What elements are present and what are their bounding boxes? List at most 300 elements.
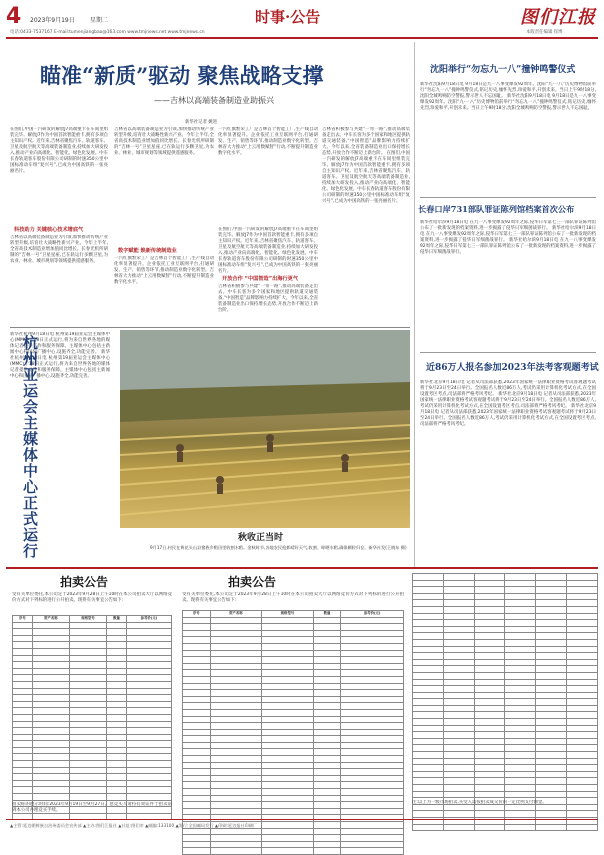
table-cell <box>341 643 404 650</box>
table-row <box>13 774 172 781</box>
table-cell <box>313 769 341 776</box>
table-cell <box>32 675 69 682</box>
table-cell <box>262 690 314 697</box>
table-row <box>413 672 598 679</box>
table-cell <box>567 613 598 620</box>
table-cell <box>413 666 444 673</box>
table-cell <box>32 787 69 794</box>
table-cell <box>183 769 211 776</box>
table-cell <box>341 742 404 749</box>
table-cell <box>210 696 262 703</box>
table-cell <box>183 789 211 796</box>
table-row <box>183 828 404 835</box>
table-row <box>13 721 172 728</box>
table-cell <box>567 633 598 640</box>
table-cell <box>341 802 404 809</box>
table-row <box>183 630 404 637</box>
table-cell <box>183 630 211 637</box>
table-cell <box>32 668 69 675</box>
table-cell <box>313 795 341 802</box>
table-cell <box>126 780 171 787</box>
table-row <box>413 620 598 627</box>
table-cell <box>32 701 69 708</box>
table-cell <box>443 600 474 607</box>
table-cell <box>69 622 106 629</box>
table-cell <box>13 787 33 794</box>
table-cell <box>443 686 474 693</box>
table-cell <box>210 670 262 677</box>
table-cell <box>183 624 211 631</box>
table-cell <box>262 769 314 776</box>
table-cell <box>567 666 598 673</box>
table-cell <box>413 699 444 706</box>
table-cell <box>126 688 171 695</box>
table-cell <box>262 828 314 835</box>
table-cell <box>262 841 314 848</box>
table-cell <box>341 637 404 644</box>
table-cell <box>107 754 127 761</box>
table-cell <box>474 765 505 772</box>
table-cell <box>183 749 211 756</box>
table-cell <box>443 732 474 739</box>
table-cell <box>126 708 171 715</box>
table-cell <box>107 728 127 735</box>
table-row <box>13 681 172 688</box>
table-row <box>183 650 404 657</box>
table-cell <box>32 761 69 768</box>
table-cell <box>107 767 127 774</box>
table-cell <box>32 754 69 761</box>
table-cell <box>443 613 474 620</box>
table-row <box>413 639 598 646</box>
table-cell <box>505 725 536 732</box>
table-cell <box>13 767 33 774</box>
table-cell <box>341 749 404 756</box>
table-row <box>183 802 404 809</box>
table-cell <box>183 782 211 789</box>
table-cell <box>183 637 211 644</box>
table-row <box>413 633 598 640</box>
main-body-col3c: 吉林省积极参与共建“一带一路”,推动高端装备走出去。中车长客为多个国家和地区提供轨道交通装备,“中国智造”品牌影响力持续扩大。今年以来,全省装备制造业出口保持增长态势,开放合作不断迈上新台阶。 <box>218 284 318 313</box>
table-cell <box>474 606 505 613</box>
table-cell <box>210 762 262 769</box>
table-header-cell: 资产名称 <box>32 616 69 623</box>
table-row <box>183 676 404 683</box>
table-cell <box>262 729 314 736</box>
table-row <box>183 789 404 796</box>
table-cell <box>126 774 171 781</box>
table-cell <box>32 767 69 774</box>
table-cell <box>536 738 567 745</box>
right-divider-2 <box>420 352 596 353</box>
table-cell <box>443 785 474 792</box>
table-cell <box>474 771 505 778</box>
table-cell <box>443 639 474 646</box>
table-cell <box>567 712 598 719</box>
table-cell <box>536 778 567 785</box>
table-row <box>183 690 404 697</box>
table-row <box>183 624 404 631</box>
table-cell <box>107 695 127 702</box>
table-cell <box>210 683 262 690</box>
notice-2-intro: 受有关单位委托,本公司定于2023年9月28日上午10时在本公司拍卖大厅以网络竞价方式对下列标的进行公开拍卖。现将有关事宜公告如下: <box>182 592 404 603</box>
table-cell <box>341 650 404 657</box>
table-row <box>413 666 598 673</box>
table-cell <box>69 629 106 636</box>
table-cell <box>505 791 536 798</box>
table-cell <box>443 646 474 653</box>
table-cell <box>262 756 314 763</box>
table-cell <box>313 643 341 650</box>
table-cell <box>262 657 314 664</box>
table-cell <box>505 752 536 759</box>
table-row <box>413 686 598 693</box>
table-cell <box>567 725 598 732</box>
table-cell <box>443 719 474 726</box>
table-cell <box>474 587 505 594</box>
table-cell <box>126 747 171 754</box>
table-cell <box>13 774 33 781</box>
table-cell <box>341 630 404 637</box>
table-cell <box>443 725 474 732</box>
table-cell <box>313 676 341 683</box>
table-cell <box>341 756 404 763</box>
table-cell <box>69 688 106 695</box>
table-row <box>183 696 404 703</box>
table-row <box>183 663 404 670</box>
table-cell <box>183 729 211 736</box>
table-cell <box>505 745 536 752</box>
table-row <box>413 771 598 778</box>
table-cell <box>474 626 505 633</box>
table-row <box>183 709 404 716</box>
table-cell <box>474 758 505 765</box>
table-cell <box>313 775 341 782</box>
table-cell <box>210 848 262 855</box>
notice-1-footer: 拍卖标的展示时间:2023年9月19日至9月27日。意竞买人请持有效证件于拍卖前到本公司办理竞买手续。 <box>12 802 172 813</box>
table-row <box>183 643 404 650</box>
header-rule <box>6 37 598 39</box>
table-row <box>183 848 404 855</box>
table-row <box>413 725 598 732</box>
table-cell <box>313 742 341 749</box>
table-cell <box>262 736 314 743</box>
table-cell <box>107 642 127 649</box>
table-cell <box>313 729 341 736</box>
table-cell <box>341 789 404 796</box>
table-cell <box>13 681 33 688</box>
table-row <box>183 756 404 763</box>
notice-1-table <box>12 615 172 820</box>
table-cell <box>13 648 33 655</box>
table-cell <box>107 675 127 682</box>
table-cell <box>505 606 536 613</box>
table-cell <box>262 762 314 769</box>
table-row <box>13 794 172 801</box>
table-cell <box>505 758 536 765</box>
table-row <box>413 719 598 726</box>
table-cell <box>313 637 341 644</box>
table-row <box>413 692 598 699</box>
table-cell <box>505 580 536 587</box>
notice-2-title: 拍卖公告 <box>228 575 277 589</box>
table-cell <box>107 662 127 669</box>
table-cell <box>69 794 106 801</box>
table-cell <box>262 683 314 690</box>
side-story-text: 新华社杭州9月18日电 杭州第19届亚运会主媒体中心(MMC)于18日正式运行,将为来自世界各地的媒体记者提供工作和服务保障。主媒体中心包括主新闻中心和国际广播中心,设施齐全,功能完善。 新华社杭州9月18日电 杭州第19届亚运会主媒体中心(MMC)于18日正式运行,将为来自世界各地的媒体记者提供工作和服务保障。主媒体中心包括主新闻中心和国际广播中心,设施齐全,功能完善。 <box>10 332 110 379</box>
table-header-cell: 参考价(元) <box>126 616 171 623</box>
table-cell <box>567 574 598 581</box>
table-cell <box>443 778 474 785</box>
table-cell <box>126 635 171 642</box>
table-row <box>413 580 598 587</box>
table-row <box>183 841 404 848</box>
table-cell <box>505 686 536 693</box>
table-cell <box>210 624 262 631</box>
table-header-cell: 资产名称 <box>210 611 262 618</box>
table-cell <box>567 580 598 587</box>
table-row <box>183 742 404 749</box>
table-cell <box>505 785 536 792</box>
table-cell <box>126 761 171 768</box>
table-cell <box>13 747 33 754</box>
table-cell <box>13 668 33 675</box>
table-cell <box>536 679 567 686</box>
table-header-cell: 序号 <box>13 616 33 623</box>
table-cell <box>313 749 341 756</box>
table-row <box>13 767 172 774</box>
table-cell <box>107 635 127 642</box>
table-cell <box>210 789 262 796</box>
table-cell <box>536 785 567 792</box>
table-cell <box>183 775 211 782</box>
table-row <box>413 752 598 759</box>
table-cell <box>413 600 444 607</box>
table-cell <box>567 745 598 752</box>
table-cell <box>107 622 127 629</box>
table-cell <box>183 716 211 723</box>
table-cell <box>262 848 314 855</box>
table-cell <box>32 708 69 715</box>
table-cell <box>13 761 33 768</box>
table-cell <box>262 749 314 756</box>
table-cell <box>32 629 69 636</box>
table-cell <box>505 778 536 785</box>
table-cell <box>413 778 444 785</box>
table-row <box>413 679 598 686</box>
table-cell <box>69 721 106 728</box>
table-cell <box>536 791 567 798</box>
table-cell <box>341 670 404 677</box>
table-row <box>183 703 404 710</box>
table-cell <box>183 808 211 815</box>
table-cell <box>69 767 106 774</box>
table-row <box>13 642 172 649</box>
table-cell <box>341 676 404 683</box>
table-cell <box>536 600 567 607</box>
table-cell <box>505 679 536 686</box>
table-cell <box>262 716 314 723</box>
table-cell <box>313 663 341 670</box>
table-header-cell: 规格型号 <box>262 611 314 618</box>
table-cell <box>210 690 262 697</box>
table-cell <box>567 738 598 745</box>
table-row <box>183 723 404 730</box>
harvest-photo <box>120 330 410 528</box>
table-cell <box>443 580 474 587</box>
table-cell <box>32 774 69 781</box>
table-cell <box>210 676 262 683</box>
table-cell <box>210 802 262 809</box>
table-cell <box>413 574 444 581</box>
table-cell <box>505 639 536 646</box>
table-cell <box>536 613 567 620</box>
table-cell <box>536 771 567 778</box>
table-cell <box>413 639 444 646</box>
table-cell <box>567 626 598 633</box>
table-cell <box>443 574 474 581</box>
table-cell <box>262 742 314 749</box>
table-cell <box>126 741 171 748</box>
table-cell <box>341 736 404 743</box>
table-cell <box>341 848 404 855</box>
table-cell <box>32 622 69 629</box>
table-cell <box>567 606 598 613</box>
table-row <box>413 758 598 765</box>
table-cell <box>413 653 444 660</box>
table-row <box>413 705 598 712</box>
table-row <box>13 728 172 735</box>
table-cell <box>13 734 33 741</box>
table-cell <box>69 655 106 662</box>
table-cell <box>443 679 474 686</box>
table-cell <box>341 729 404 736</box>
table-cell <box>474 639 505 646</box>
table-cell <box>567 587 598 594</box>
table-cell <box>536 620 567 627</box>
table-cell <box>210 775 262 782</box>
table-cell <box>183 848 211 855</box>
table-row <box>13 622 172 629</box>
table-cell <box>107 688 127 695</box>
table-cell <box>567 765 598 772</box>
table-cell <box>13 714 33 721</box>
table-cell <box>443 606 474 613</box>
table-row <box>413 785 598 792</box>
table-cell <box>183 663 211 670</box>
page-weekday: 星期二 <box>90 17 109 24</box>
table-cell <box>505 600 536 607</box>
table-cell <box>262 795 314 802</box>
table-cell <box>126 714 171 721</box>
table-cell <box>13 754 33 761</box>
table-cell <box>126 794 171 801</box>
table-cell <box>413 633 444 640</box>
table-cell <box>126 648 171 655</box>
table-cell <box>69 774 106 781</box>
table-cell <box>474 719 505 726</box>
notice-1-intro: 受有关单位委托,本公司定于2023年9月28日上午10时在本公司拍卖大厅以网络竞价方式对下列标的进行公开拍卖。现将有关事宜公告如下: <box>12 592 172 603</box>
table-cell <box>413 580 444 587</box>
table-cell <box>443 659 474 666</box>
table-cell <box>210 828 262 835</box>
table-cell <box>567 620 598 627</box>
table-cell <box>443 752 474 759</box>
table-cell <box>262 703 314 710</box>
table-cell <box>262 808 314 815</box>
table-cell <box>13 688 33 695</box>
table-cell <box>567 659 598 666</box>
table-cell <box>107 734 127 741</box>
table-cell <box>126 642 171 649</box>
table-cell <box>13 622 33 629</box>
table-cell <box>126 681 171 688</box>
table-cell <box>13 675 33 682</box>
table-cell <box>210 742 262 749</box>
table-cell <box>313 683 341 690</box>
table-cell <box>413 785 444 792</box>
table-cell <box>567 646 598 653</box>
table-cell <box>262 630 314 637</box>
table-cell <box>505 587 536 594</box>
table-cell <box>474 738 505 745</box>
table-cell <box>474 659 505 666</box>
table-cell <box>474 752 505 759</box>
table-cell <box>69 754 106 761</box>
table-cell <box>341 782 404 789</box>
table-cell <box>210 650 262 657</box>
table-cell <box>210 657 262 664</box>
table-cell <box>313 696 341 703</box>
table-cell <box>210 709 262 716</box>
table-cell <box>107 794 127 801</box>
table-cell <box>126 767 171 774</box>
table-row <box>13 761 172 768</box>
table-cell <box>567 593 598 600</box>
table-cell <box>505 620 536 627</box>
table-cell <box>443 738 474 745</box>
table-cell <box>32 695 69 702</box>
table-cell <box>474 692 505 699</box>
main-body-col4: 吉林省积极参与共建“一带一路”,推动高端装备走出去。中车长客为多个国家和地区提供轨道交通装备,“中国智造”品牌影响力持续扩大。今年以来,全省装备制造业出口保持增长态势,开放合作不断迈上新台阶。 在图们,中国一汽研发的解放J7高端重卡在车间里组装完毕。解放J7作为中国首款智能重卡,拥有多项自主知识产权。近年来,吉林省聚焦汽车、轨道客车、卫星及航空航天等高端装备制造业,持续加大研发投入,推动产业向高端化、智能化、绿色化发展。中车长春轨道客车股份有限公司研制的时速350公里中国标准动车组“复兴号”,已成为中国高铁的一张亮丽名片。 <box>322 127 410 204</box>
table-cell <box>126 734 171 741</box>
table-cell <box>313 848 341 855</box>
table-cell <box>262 624 314 631</box>
table-cell <box>262 775 314 782</box>
main-body-col3b: 在图们,中国一汽研发的解放J7高端重卡在车间里组装完毕。解放J7作为中国首款智能重卡,拥有多项自主知识产权。近年来,吉林省聚焦汽车、轨道客车、卫星及航空航天等高端装备制造业,持续加大研发投入,推动产业向高端化、智能化、绿色化发展。中车长春轨道客车股份有限公司研制的时速350公里中国标准动车组“复兴号”,已成为中国高铁的一张亮丽名片。 <box>218 227 318 274</box>
table-cell <box>210 729 262 736</box>
table-cell <box>474 725 505 732</box>
table-cell <box>341 775 404 782</box>
table-row <box>13 747 172 754</box>
table-cell <box>107 761 127 768</box>
table-cell <box>262 676 314 683</box>
table-cell <box>313 762 341 769</box>
newspaper-logo: 图们江报 <box>520 7 596 28</box>
table-cell <box>13 780 33 787</box>
table-cell <box>262 696 314 703</box>
table-cell <box>313 828 341 835</box>
table-cell <box>413 732 444 739</box>
table-cell <box>474 593 505 600</box>
table-cell <box>107 681 127 688</box>
table-cell <box>107 708 127 715</box>
table-cell <box>536 752 567 759</box>
page-editor: 本版责任编辑 崔博 <box>526 30 563 35</box>
photo-caption-text: 9月17日,村民在黄花头山县畲族乡稻田里收割水稻。金秋时节,各地农民抢抓晴好天气,收割、晾晒水稻,确保颗粒归仓。新华社发(王晓东 摄) <box>150 545 407 550</box>
table-cell <box>262 650 314 657</box>
table-row <box>13 695 172 702</box>
